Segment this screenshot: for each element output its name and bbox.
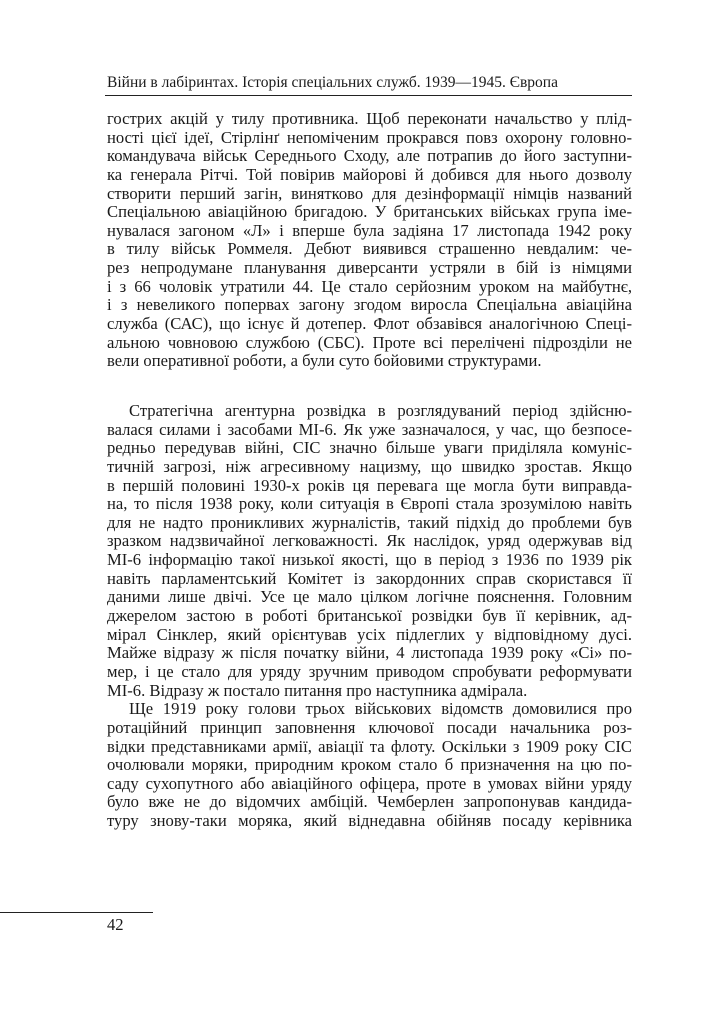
page-number: 42 [107,915,124,934]
text-line: в тилу військ Роммеля. Дебют виявився страшенно невдалим: че- [107,239,632,259]
text-line: для не надто проникливих журналістів, такий підхід до проблеми був [107,512,632,532]
text-line: ротаційний принцип заповнення ключової посади начальника роз- [107,717,632,737]
running-header: Війни в лабіринтах. Історія спеціальних служб. 1939—1945. Європа [107,74,558,91]
paragraph [107,402,632,700]
text-line: редньо передував війні, СІС значно більше уваги приділяла комуніс- [107,438,632,458]
text-line: гострих акцій у тилу противника. Щоб переконати начальство у плід- [107,109,632,128]
text-line: Стратегічна агентурна розвідка в розглядуваний період здійсню- [129,400,632,420]
text-line: мірал Сінклер, який орієнтував усіх підлеглих у відповідному дусі. [107,624,632,644]
body-text [107,110,632,831]
text-line: служба (САС), що існує й дотепер. Флот обзавівся аналогічною Спеці- [107,314,632,334]
text-line: туру знову-таки моряка, який віднедавна обійняв посаду керівника [107,811,632,831]
text-line: і з 66 чоловік утратили 44. Це стало серйозним уроком на майбутнє, [107,276,632,296]
text-line: командувача військ Середнього Сходу, але потрапив до його заступни- [107,146,632,166]
text-line: Майже відразу ж після початку війни, 4 листопада 1939 року «Сі» по- [107,643,632,663]
text-line: на, то після 1938 року, коли ситуація в Європі стала зрозумілою навіть [107,494,632,514]
paragraph [107,700,632,830]
text-line: вели оперативної роботи, а були суто бойовими структурами. [107,351,542,371]
text-line: альною човновою службою (СБС). Проте всі перелічені підрозділи не [107,332,632,352]
text-line: рез непродумане планування диверсанти устряли в бій із німцями [107,258,632,278]
text-line: відки представниками армії, авіації та флоту. Оскільки з 1909 року СІС [107,736,632,756]
text-line: очолювали моряки, природним кроком стало б призначення на цю по- [107,755,632,775]
text-line: мер, і це стало для уряду зручним приводом спробувати реформувати [107,661,632,681]
text-line: МІ-6. Відразу ж постало питання про наступника адмірала. [107,680,528,700]
text-line: ності цієї ідеї, Стірлінґ непоміченим прокрався повз охорону головно- [107,127,632,147]
text-line: в першій половині 1930-х років ця перевага ще могла бути виправда- [107,475,632,495]
text-line: валася силами і засобами МІ-6. Як уже зазначалося, у час, що безпосе- [107,419,632,439]
text-line: тичній загрозі, ніж агресивному нацизму, що швидко зростав. Якщо [107,456,632,476]
text-line: ка генерала Рітчі. Той повірив майорові й добився для нього дозволу [107,164,632,184]
text-line: було вже не до відомчих амбіцій. Чемберлен запропонував кандида- [107,792,632,812]
text-line: нувалася загоном «Л» і вперше була задіяна 17 листопада 1942 року [107,220,632,240]
text-line: і з невеликого попервах загону згодом виросла Спеціальна авіаційна [107,295,632,315]
footer-rule [0,912,153,913]
paragraph-gap [107,371,632,402]
text-line: навіть парламентський Комітет із закордонних справ скористався її [107,568,632,588]
text-line: даними лише двічі. Усе це мало цілком логічне пояснення. Головним [107,587,632,607]
paragraph [107,110,632,371]
header-rule [105,95,632,96]
text-line: створити перший загін, винятково для дезінформації німців названий [107,183,632,203]
text-line: зразком надзвичайної легковажності. Як наслідок, уряд одержував від [107,531,632,551]
text-line: МІ-6 інформацію такої низької якості, що в період з 1936 по 1939 рік [107,550,632,570]
text-line: Ще 1919 року голови трьох військових відомств домовилися про [129,699,632,719]
text-line: саду сухопутного або авіаційного офіцера, проте в умовах війни уряду [107,773,632,793]
text-line: джерелом застою в роботі британської розвідки був її керівник, ад- [107,606,632,626]
text-line: Спеціальною авіаційною бригадою. У британських військах група іме- [107,202,632,222]
